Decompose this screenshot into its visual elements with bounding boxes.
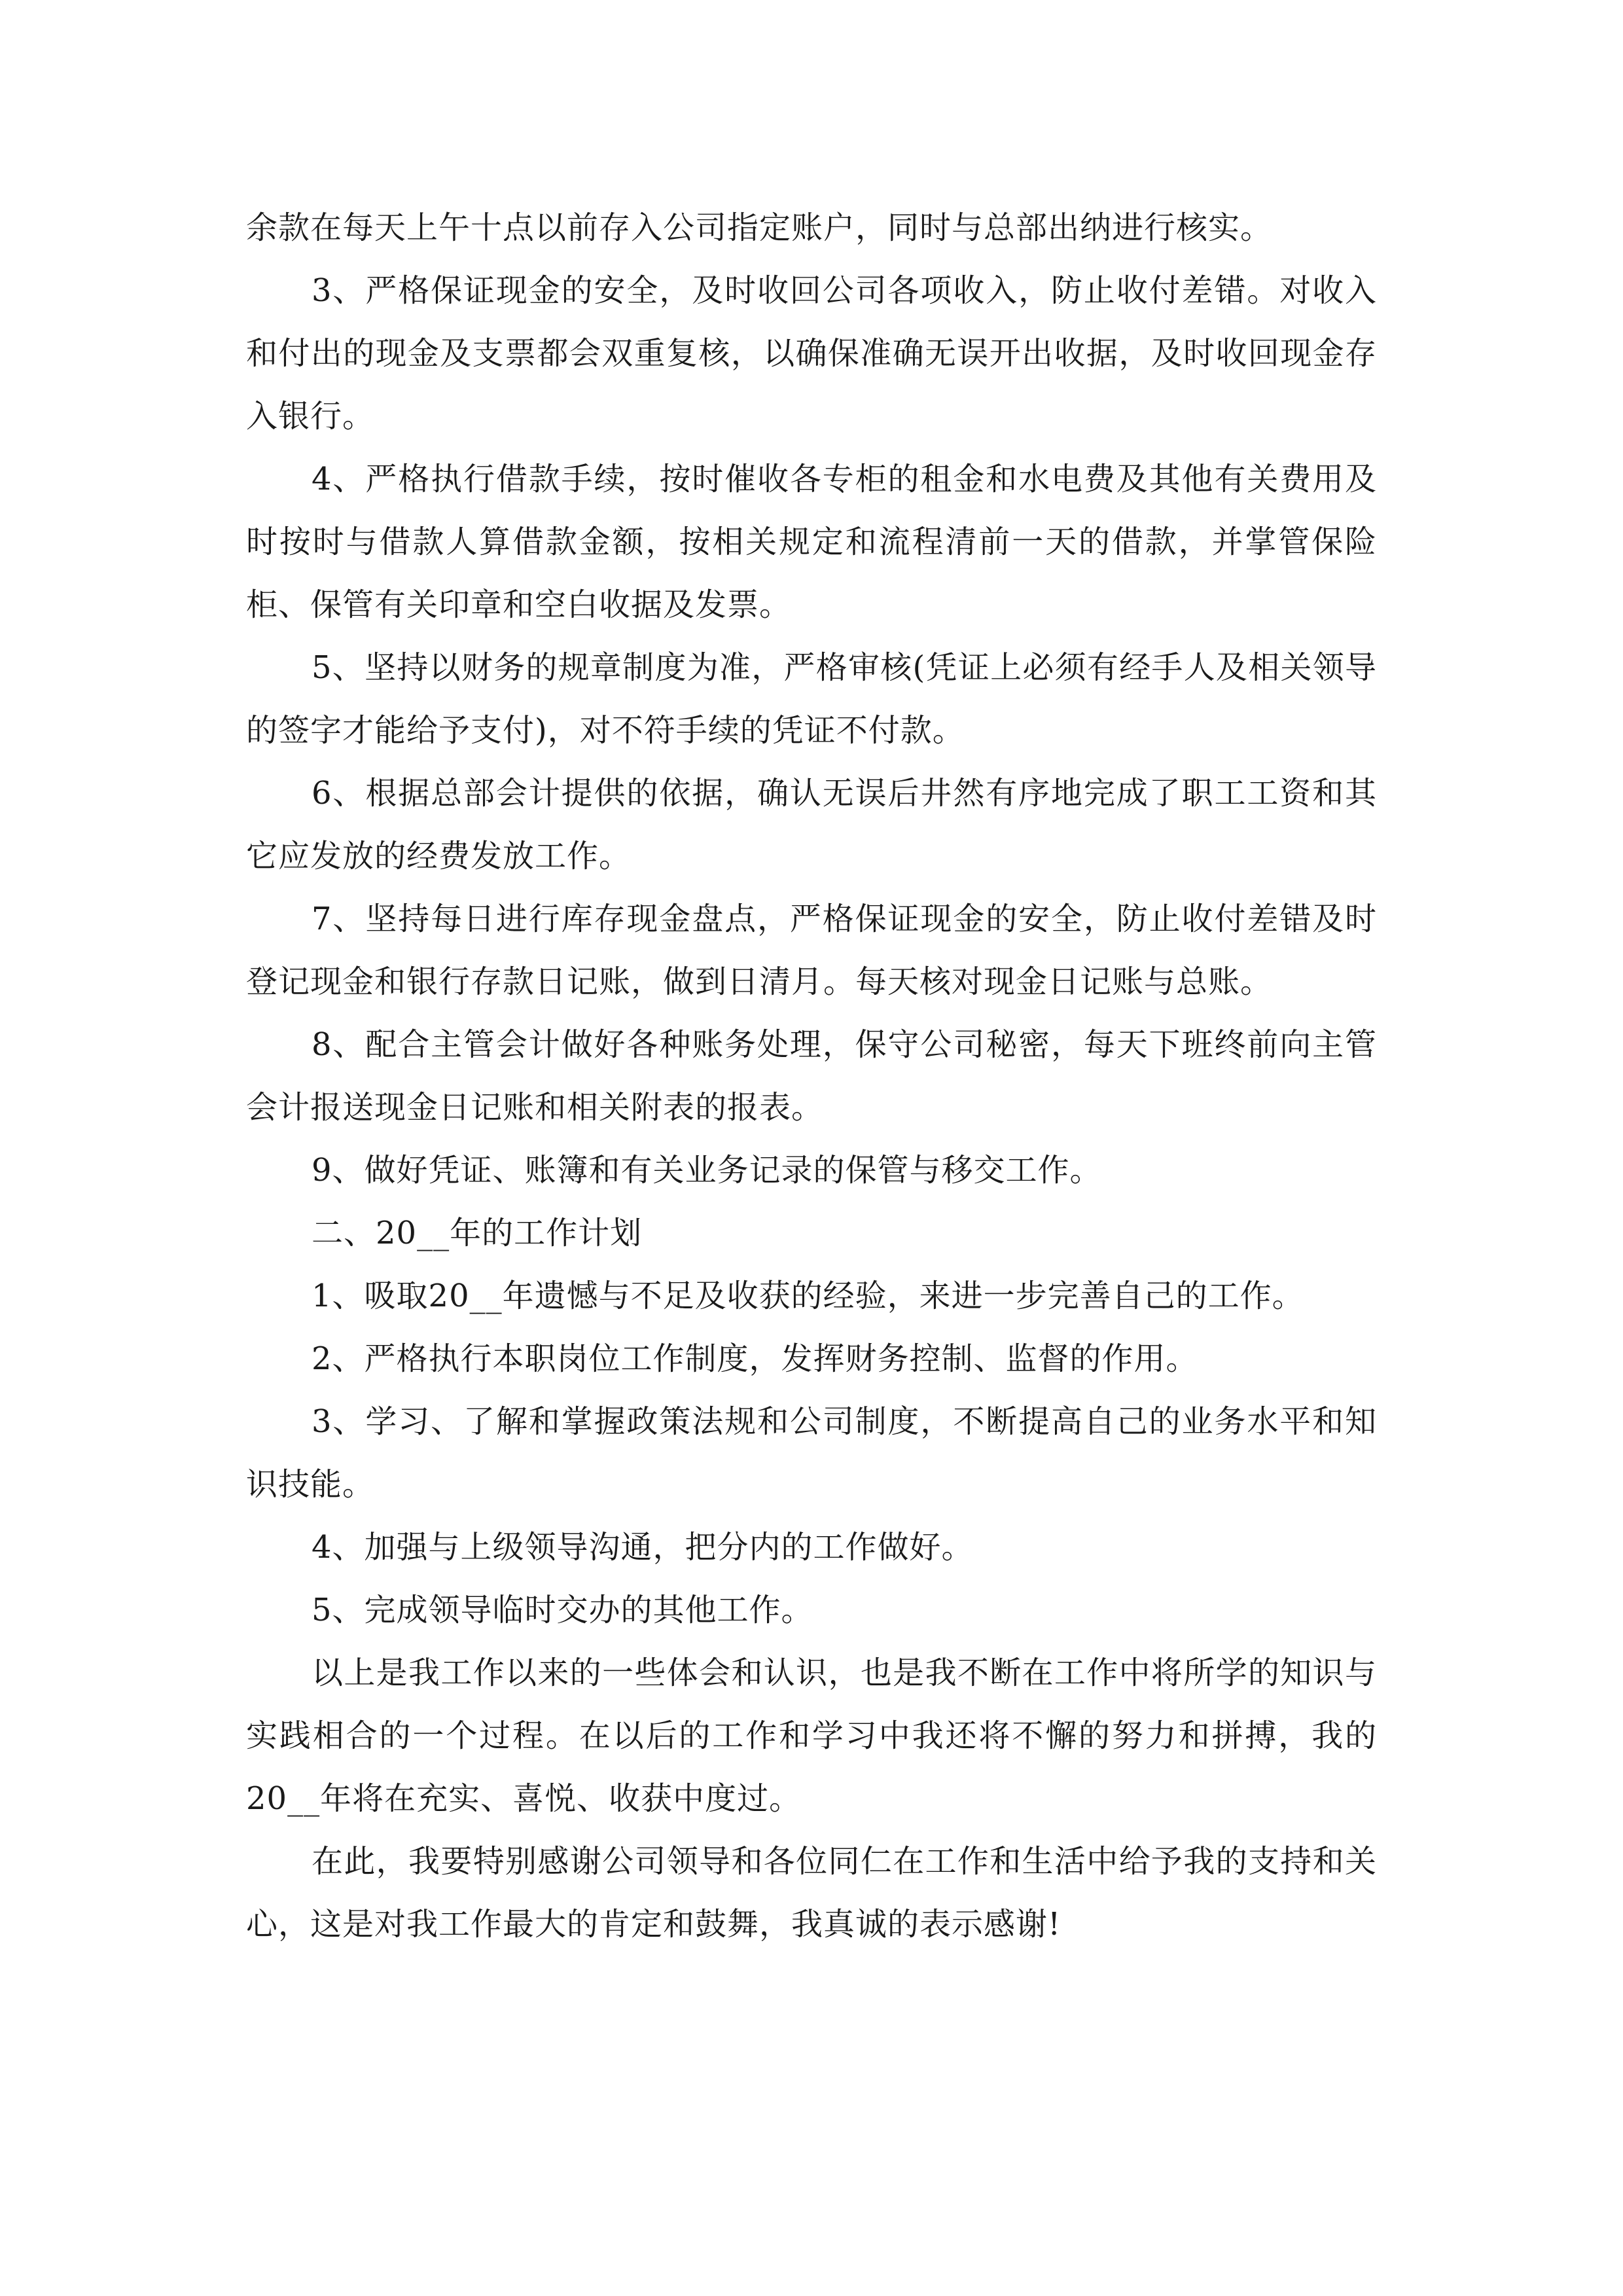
paragraph-item-7: 7、坚持每日进行库存现金盘点，严格保证现金的安全，防止收付差错及时登记现金和银行存款日记账，做到日清月。每天核对现金日记账与总账。 — [246, 901, 1377, 1000]
paragraph-item-8: 8、配合主管会计做好各种账务处理，保守公司秘密，每天下班终前向主管会计报送现金日记账和相关附表的报表。 — [246, 1026, 1377, 1126]
plan-item-1: 1、吸取20__年遗憾与不足及收获的经验，来进一步完善自己的工作。 — [312, 1278, 1304, 1314]
document-page — [246, 196, 1377, 1956]
paragraph-item-9: 9、做好凭证、账簿和有关业务记录的保管与移交工作。 — [312, 1152, 1102, 1189]
plan-item-2: 2、严格执行本职岗位工作制度，发挥财务控制、监督的作用。 — [312, 1340, 1198, 1377]
paragraph-item-5: 5、坚持以财务的规章制度为准，严格审核(凭证上必须有经手人及相关领导的签字才能给予支付)，对不符手续的凭证不付款。 — [246, 649, 1377, 749]
conclusion-paragraph: 以上是我工作以来的一些体会和认识，也是我不断在工作中将所学的知识与实践相合的一个过程。在以后的工作和学习中我还将不懈的努力和拼搏，我的20__年将在充实、喜悦、收获中度过。 — [246, 1655, 1377, 1817]
thanks-paragraph: 在此，我要特别感谢公司领导和各位同仁在工作和生活中给予我的支持和关心，这是对我工作最大的肯定和鼓舞，我真诚的表示感谢! — [246, 1843, 1377, 1943]
plan-item-3: 3、学习、了解和掌握政策法规和公司制度，不断提高自己的业务水平和知识技能。 — [246, 1403, 1377, 1503]
paragraph-item-3: 3、严格保证现金的安全，及时收回公司各项收入，防止收付差错。对收入和付出的现金及支票都会双重复核，以确保准确无误开出收据，及时收回现金存入银行。 — [246, 272, 1377, 435]
plan-item-4: 4、加强与上级领导沟通，把分内的工作做好。 — [312, 1529, 974, 1566]
paragraph-item-6: 6、根据总部会计提供的依据，确认无误后井然有序地完成了职工工资和其它应发放的经费发放工作。 — [246, 775, 1377, 874]
section-heading-work-plan: 二、20__年的工作计划 — [312, 1215, 643, 1251]
paragraph-continuation: 余款在每天上午十点以前存入公司指定账户，同时与总部出纳进行核实。 — [246, 209, 1273, 246]
plan-item-5: 5、完成领导临时交办的其他工作。 — [312, 1592, 813, 1628]
paragraph-item-4: 4、严格执行借款手续，按时催收各专柜的租金和水电费及其他有关费用及时按时与借款人算借款金额，按相关规定和流程清前一天的借款，并掌管保险柜、保管有关印章和空白收据及发票。 — [246, 461, 1377, 623]
